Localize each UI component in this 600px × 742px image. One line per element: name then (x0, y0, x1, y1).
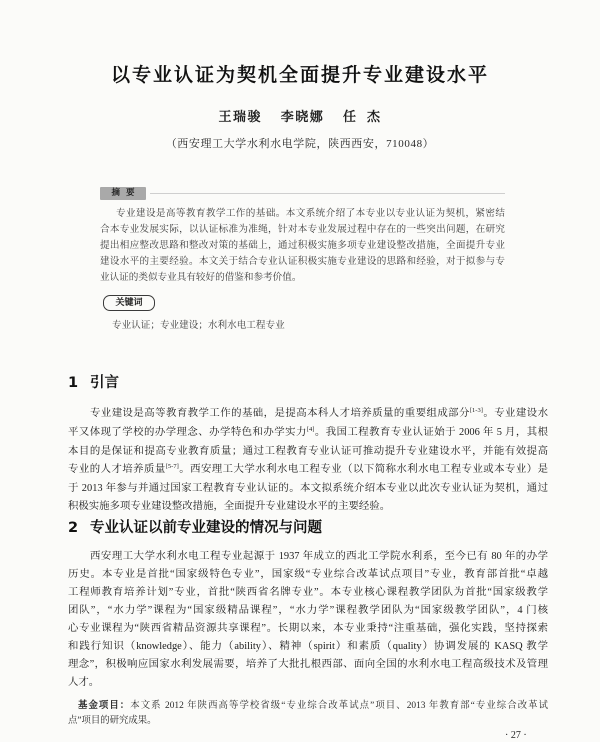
paragraph-text: 。我国工程教育专业认证始于 2006 年 5 月，其根 (314, 427, 548, 438)
section-title: 引言 (90, 375, 119, 391)
abstract-line: 提出相应整改思路和整改对策的基础上，通过积极实施多项专业建设整改措施，全面提升专业 (100, 240, 505, 251)
paragraph-text: 于 2013 年参与并通过国家工程教育专业认证的。本文拟系统介绍本专业以此次专业认证为契机，通过 (68, 483, 548, 494)
paragraph-line: 理念”，积极响应国家水利发展需要，培养了大批扎根西部、面向全国的水利水电工程高级技术及管理 (68, 659, 548, 670)
abstract-line: 专业建设是高等教育教学工作的基础。本文系统介绍了本专业以专业认证为契机，紧密结 (116, 208, 505, 219)
citation-superscript: [4] (306, 426, 315, 433)
author-name: 李晓娜 (280, 109, 325, 124)
paragraph-line (68, 461, 548, 480)
paragraph-text: 平又体现了学校的办学理念、办学特色和办学实力 (68, 427, 307, 438)
paragraph-line (68, 424, 548, 443)
footnote-text: 本文系 2012 年陕西高等学校省级“专业综合改革试点”项目、2013 年教育部“专业综合改革试 (130, 701, 548, 711)
paragraph-text: 本目的是保证和提高专业教育质量；通过工程教育专业认证可推动提升专业建设水平，并能有效提高 (68, 446, 548, 457)
paper-title: 以专业认证为契机全面提升专业建设水平 (110, 64, 489, 86)
keywords-label: 关键词 (103, 295, 155, 311)
paragraph-line: 西安理工大学水利水电工程专业起源于 1937 年成立的西北工学院水利系，至今已有 80 年的办学 (90, 551, 548, 562)
paragraph-text: 。专业建设水 (482, 408, 548, 419)
section-2-paragraph (68, 548, 548, 692)
paragraph-text: 专业的人才培养质量 (68, 464, 166, 475)
paragraph-line: 人才。 (68, 677, 100, 688)
paragraph-text: 积极实施多项专业建设整改措施，全面提升专业建设水平的主要经验。 (68, 501, 391, 512)
abstract-body (100, 206, 505, 286)
author-list (0, 109, 600, 125)
paragraph-line: 历史。本专业是首批“国家级特色专业”，国家级“专业综合改革试点项目”专业，教育部首批“卓越 (68, 569, 548, 580)
section-heading (68, 519, 322, 537)
paragraph-line (68, 443, 548, 461)
paragraph-line: 团队”，“水力学”课程为“国家级精品课程”，“水力学”课程教学团队为“国家级教学团队”，4 门核 (68, 605, 548, 616)
abstract-label: 摘 要 (100, 187, 146, 200)
paragraph-line (68, 480, 548, 498)
paragraph-line (68, 405, 548, 424)
author-name: 王瑞骏 (218, 109, 262, 124)
keywords-text: 专业认证；专业建设；水利水电工程专业 (112, 320, 285, 331)
author-name: 任 杰 (343, 109, 382, 124)
paragraph-text: 。西安理工大学水利水电工程专业（以下简称水利水电工程专业或本专业）是 (178, 464, 549, 475)
section-1-paragraph (68, 405, 548, 516)
citation-superscript: [5-7] (165, 463, 179, 470)
page-number: · 27 · (505, 730, 527, 741)
citation-superscript: [1-3] (469, 407, 483, 414)
paragraph-line: 和践行知识（knowledge）、能力（ability）、精神（spirit）和素质（quality）协调发展的 KASQ 教学 (68, 641, 548, 652)
section-title: 专业认证以前专业建设的情况与问题 (90, 520, 322, 536)
section-number: 2 (68, 520, 79, 536)
abstract-line: 建设水平的主要经验。本文关于结合专业认证积极实施专业建设的思路和经验，对于拟参与专 (100, 256, 505, 267)
paragraph-text: 专业建设是高等教育教学工作的基础，是提高本科人才培养质量的重要组成部分 (90, 408, 470, 419)
paragraph-line (68, 498, 548, 516)
affiliation: （西安理工大学水利水电学院，陕西西安，710048） (165, 138, 435, 150)
footnote-line: 点”项目的研究成果。 (68, 716, 157, 726)
abstract-line: 业认证的类似专业具有较好的借鉴和参考价值。 (100, 272, 302, 283)
footnote-line (68, 698, 548, 714)
abstract-line: 合本专业发展实际，以认证标准为准绳，针对本专业发展过程中存在的一些突出问题，在研究 (100, 224, 505, 235)
abstract-rule (150, 193, 505, 194)
paragraph-line: 心专业课程为“陕西省精品资源共享课程”。长期以来，本专业秉持“注重基础，强化实践，坚持探索 (68, 623, 548, 634)
paragraph-line: 工程师教育培养计划”专业，首批“陕西省名牌专业”。本专业核心课程教学团队为首批“国家级教学 (68, 587, 548, 598)
footnote-label: 基金项目： (78, 700, 131, 711)
section-number: 1 (68, 375, 79, 391)
funding-footnote (68, 698, 548, 729)
section-heading (68, 374, 119, 392)
